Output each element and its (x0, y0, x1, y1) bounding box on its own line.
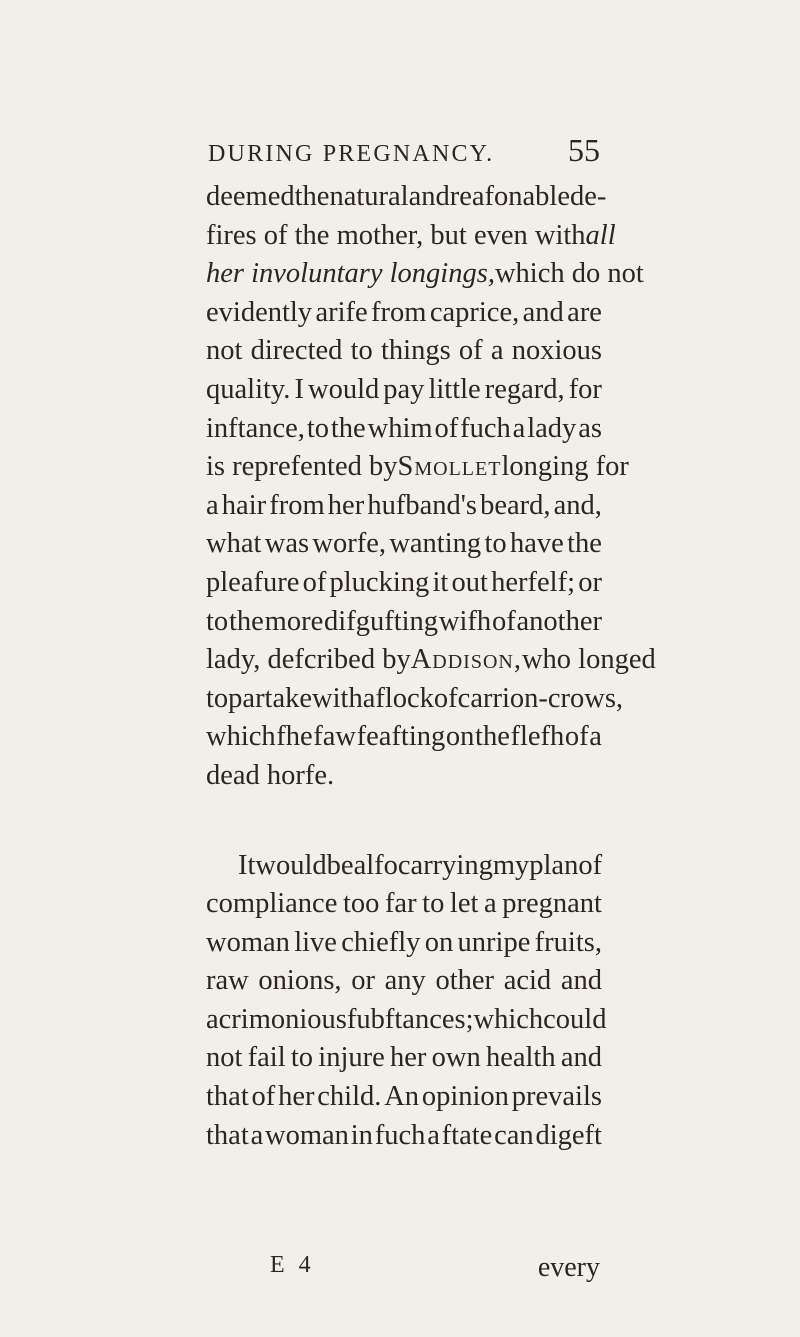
word: my (492, 849, 530, 881)
word: compliance (206, 888, 338, 920)
signature-mark: E 4 (270, 1252, 315, 1278)
word: let (449, 888, 479, 920)
text-line (206, 487, 602, 526)
word: wanting (389, 528, 482, 560)
word: would (308, 373, 380, 405)
word: her (278, 1081, 315, 1113)
text-line (206, 217, 616, 256)
word: acrimonious (206, 1003, 347, 1035)
word: carrying (397, 849, 493, 881)
word: on (424, 926, 454, 958)
word: have (509, 528, 564, 560)
word: and (408, 181, 450, 212)
word: the (330, 412, 366, 444)
word: It (238, 849, 256, 881)
word: of (491, 605, 516, 637)
word: to (350, 335, 373, 367)
page-number: 55 (568, 132, 600, 168)
word: on (445, 721, 475, 753)
word: pay (383, 373, 425, 405)
word: evidently (206, 296, 313, 328)
word: health (485, 1042, 556, 1074)
word: quality. (206, 373, 291, 405)
word: her (390, 1042, 427, 1074)
word: regard, (484, 373, 565, 405)
word: another (516, 605, 602, 637)
word: which (206, 721, 276, 753)
word: plucking (329, 566, 430, 598)
word: the (475, 721, 510, 753)
word: and, (553, 489, 602, 521)
word: be (326, 849, 354, 881)
word: injure (318, 1042, 385, 1074)
word: the (294, 181, 330, 212)
word: alfo (353, 849, 398, 881)
word: could (543, 1003, 607, 1035)
word: little (428, 373, 481, 405)
word: prevails (511, 1081, 602, 1113)
text-line (206, 885, 602, 924)
text-line (206, 1117, 602, 1156)
word: directed (250, 335, 343, 367)
word: of (564, 721, 589, 753)
word: a (490, 335, 504, 367)
word: of (434, 412, 459, 444)
word: fuch (374, 1119, 426, 1151)
word: raw (206, 965, 249, 997)
text-segment: longing for (501, 451, 629, 483)
word: what (206, 528, 262, 560)
text-line (206, 294, 602, 333)
word: natural (329, 181, 409, 212)
text-line (206, 525, 602, 564)
word: chiefly (341, 926, 421, 958)
word: from (269, 489, 325, 521)
text-line (206, 603, 602, 642)
text-segment: lady, defcribed by (206, 644, 411, 676)
word: can (494, 1119, 534, 1151)
word: onions, (258, 965, 342, 997)
text-line-start: fires of the mother, but even with (206, 219, 586, 251)
word: whim (367, 412, 433, 444)
text-line (206, 410, 602, 449)
word: far (384, 888, 417, 920)
word: of (251, 1081, 276, 1113)
word: pregnant (502, 888, 602, 920)
word: noxious (511, 335, 602, 367)
word: faw (313, 721, 357, 753)
word: own (431, 1042, 481, 1074)
word: herfelf; (491, 566, 575, 598)
word: to (206, 605, 229, 637)
word: for (568, 373, 602, 405)
word: to (306, 412, 329, 444)
word: to (422, 888, 445, 920)
word: worfe, (312, 528, 386, 560)
word: or (351, 965, 375, 997)
word: things (380, 335, 451, 367)
word: the (229, 605, 264, 637)
word: arife (315, 296, 368, 328)
word: a (362, 682, 376, 714)
word: and (560, 1042, 602, 1074)
word: caprice, (429, 296, 520, 328)
word: any (384, 965, 426, 997)
word: digeft (535, 1119, 602, 1151)
word: and (522, 296, 564, 328)
word: fhe (276, 721, 313, 753)
word: was (264, 528, 310, 560)
word: a (483, 888, 497, 920)
word: unripe (457, 926, 531, 958)
word: of (458, 335, 483, 367)
italic-text: all (585, 219, 616, 251)
word: beard, (480, 489, 551, 521)
text-line-end: which do not (494, 258, 644, 290)
text-segment: is reprefented by (206, 451, 398, 483)
catchword: every (537, 1252, 600, 1283)
word: hair (221, 489, 267, 521)
word: a (589, 721, 602, 753)
text-line (206, 1039, 602, 1078)
word: which (473, 1003, 544, 1035)
word: to (206, 682, 229, 714)
page-footer (270, 1252, 600, 1284)
word: to (290, 1042, 314, 1074)
text-line (206, 641, 656, 680)
word: pleafure (206, 566, 300, 598)
word: An (384, 1081, 420, 1113)
text-line (206, 680, 624, 719)
word: child. (317, 1081, 382, 1113)
text-line (206, 371, 602, 410)
word: other (435, 965, 495, 997)
word: not (206, 335, 243, 367)
word: that (206, 1081, 249, 1113)
word: woman (265, 1119, 349, 1151)
word: woman (206, 926, 290, 958)
text-line (206, 924, 602, 963)
word: a (512, 412, 526, 444)
word: partake (228, 682, 313, 714)
text-segment: dead horfe. (206, 759, 335, 791)
small-caps-name: Addison, (410, 644, 522, 676)
word: ftate (441, 1119, 493, 1151)
word: deemed (206, 181, 295, 212)
word: fruits, (534, 926, 602, 958)
text-line (206, 718, 602, 757)
running-title: DURING PREGNANCY. (208, 141, 495, 167)
word: lady (527, 412, 577, 444)
word: too (342, 888, 380, 920)
word: are (567, 296, 602, 328)
word: a (250, 1119, 264, 1151)
word: plan (529, 849, 579, 881)
word: of (433, 682, 458, 714)
word: carrion-crows, (457, 682, 624, 714)
word: out (451, 566, 488, 598)
word: from (371, 296, 427, 328)
word: hufband's (367, 489, 477, 521)
word: live (294, 926, 337, 958)
text-line (206, 962, 602, 1001)
word: reafonable (449, 181, 570, 212)
word: fuch (460, 412, 511, 444)
text-line (206, 178, 607, 217)
word: acid (503, 965, 552, 997)
word: to (484, 528, 507, 560)
word: not (206, 1042, 243, 1074)
text-line (206, 564, 602, 603)
text-line (206, 332, 602, 371)
word: feafting (356, 721, 446, 753)
word: of (302, 566, 327, 598)
word: opinion (421, 1081, 509, 1113)
paragraph-break (206, 796, 602, 847)
word: fail (247, 1042, 286, 1074)
word: a (206, 489, 219, 521)
word: more (264, 605, 324, 637)
italic-text: her involuntary longings, (206, 258, 495, 290)
text-line (206, 448, 629, 487)
word: and (560, 965, 602, 997)
text-line (206, 1078, 602, 1117)
text-line (206, 255, 644, 294)
word: difgufting (324, 605, 439, 637)
text-line (206, 847, 602, 886)
word: flefh (510, 721, 565, 753)
word: inftance, (206, 412, 305, 444)
word: the (567, 528, 602, 560)
word: her (327, 489, 365, 521)
page-header (208, 132, 600, 172)
word: of (578, 849, 603, 881)
word: in (350, 1119, 373, 1151)
word: or (578, 566, 602, 598)
word: wifh (438, 605, 492, 637)
word: I (294, 373, 304, 405)
word: would (255, 849, 327, 881)
small-caps-name: Smollet (397, 451, 502, 483)
word: de- (570, 181, 607, 212)
word: it (432, 566, 449, 598)
word: that (206, 1119, 249, 1151)
word: fubftances; (346, 1003, 474, 1035)
word: a (427, 1119, 440, 1151)
word: as (578, 412, 602, 444)
word: flock (375, 682, 434, 714)
body-text (206, 178, 656, 1155)
text-line (206, 757, 602, 796)
word: with (312, 682, 363, 714)
text-line (206, 1001, 607, 1040)
text-segment: who longed (521, 644, 656, 676)
